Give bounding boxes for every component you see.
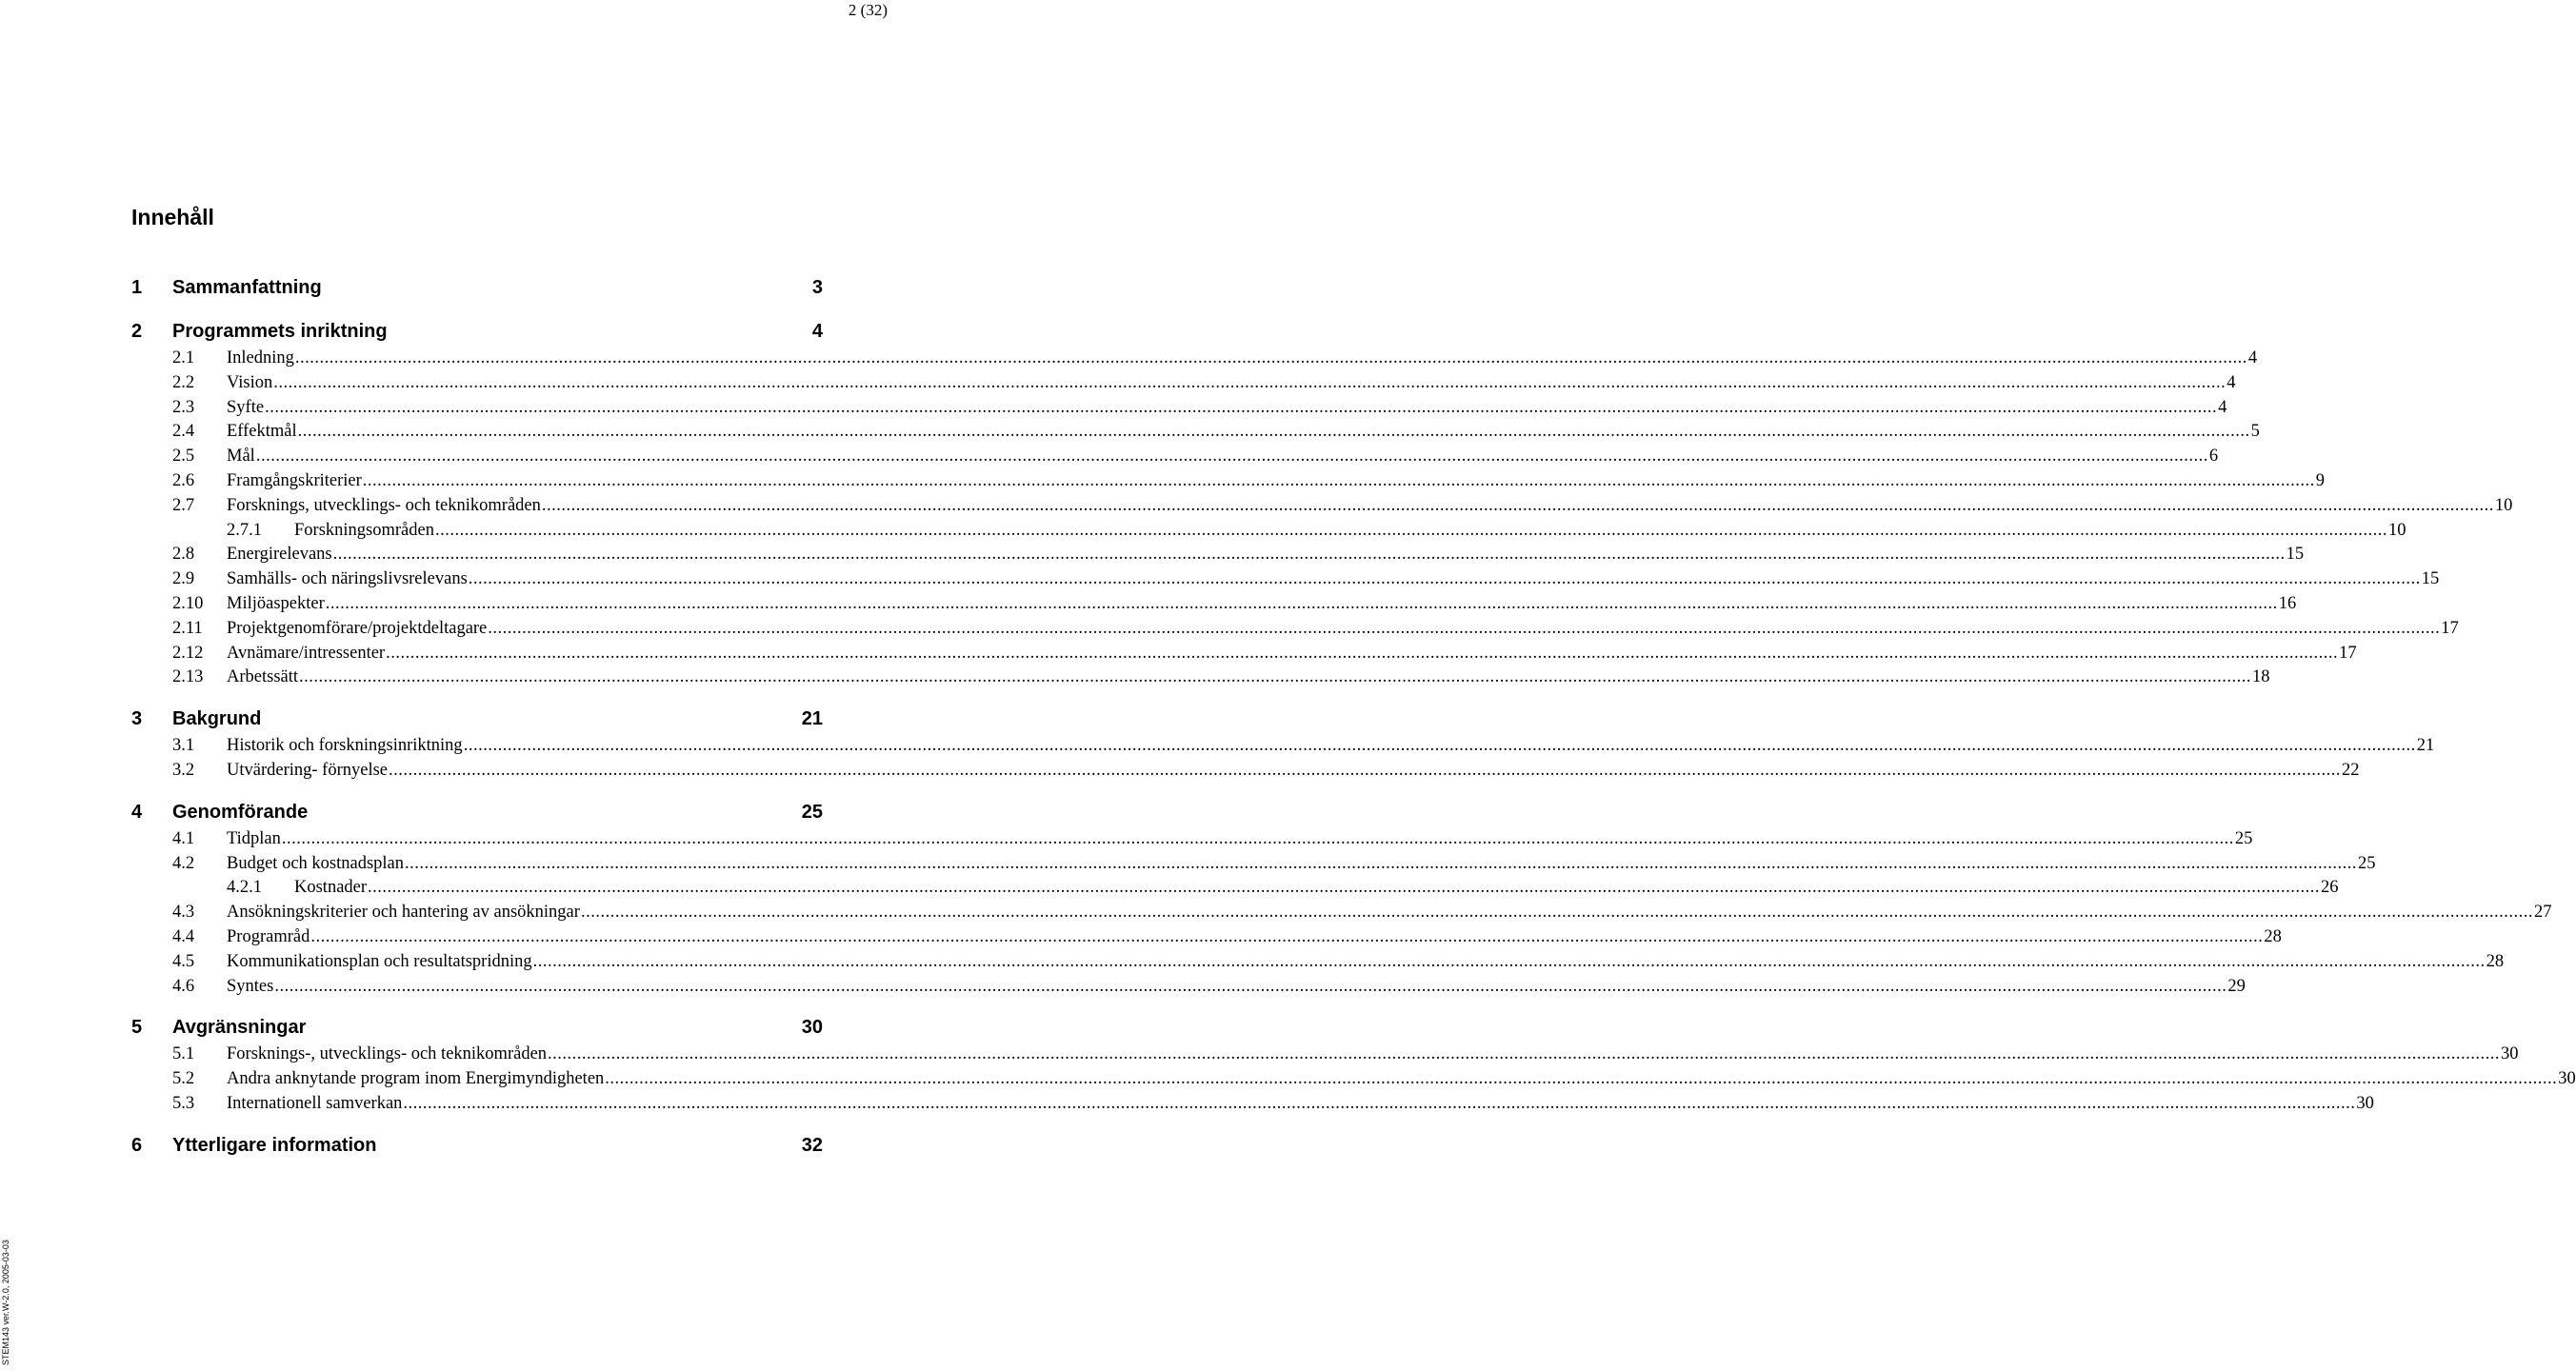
entry-title: Utvärdering- förnyelse <box>227 760 389 780</box>
chapter-page: 3 <box>811 277 823 298</box>
dot-leader: ................................................................................................................................................................................................................................................................................................................................................................................................................ <box>580 903 2533 923</box>
dot-leader: ................................................................................................................................................................................................................................................................................................................................................................................................................ <box>403 1093 2356 1113</box>
entry-title: Kommunikationsplan och resultatspridning <box>227 951 532 971</box>
toc-entry-link[interactable] <box>172 469 2326 494</box>
entry-title: Kostnader <box>294 878 368 898</box>
entry-number: 2.1 <box>172 348 195 368</box>
dot-leader: ................................................................................................................................................................................................................................................................................................................................................................................................................ <box>368 878 2321 898</box>
entry-page: 18 <box>2252 667 2270 687</box>
entry-number: 2.4 <box>172 422 195 442</box>
toc-chapter <box>131 797 2552 1000</box>
entry-number: 2.6 <box>172 470 195 490</box>
entry-title: Inledning <box>227 348 294 368</box>
entry-number: 5.2 <box>172 1069 195 1089</box>
toc-chapter-link[interactable] <box>131 272 823 303</box>
entry-title: Forsknings-, utvecklings- och teknikområden <box>227 1044 548 1064</box>
dot-leader: ................................................................................................................................................................................................................................................................................................................................................................................................................ <box>325 593 2278 613</box>
entry-title: Vision <box>227 372 273 392</box>
entry-title: Avnämare/intressenter <box>227 643 386 663</box>
entry-title: Mål <box>227 447 255 467</box>
dot-leader: ................................................................................................................................................................................................................................................................................................................................................................................................................ <box>265 397 2218 417</box>
entry-title: Forskningsområden <box>294 520 434 540</box>
dot-leader: ................................................................................................................................................................................................................................................................................................................................................................................................................ <box>405 853 2358 873</box>
toc-chapter <box>131 1130 823 1161</box>
dot-leader: ................................................................................................................................................................................................................................................................................................................................................................................................................ <box>297 422 2250 442</box>
chapter-title: Avgränsningar <box>172 1017 307 1039</box>
toc-entry-link[interactable] <box>172 1067 2576 1092</box>
toc-entry-link[interactable] <box>172 925 2282 950</box>
entry-title: Energirelevans <box>227 545 332 565</box>
entry-page: 22 <box>2342 760 2360 780</box>
entry-number: 2.10 <box>172 593 204 613</box>
entry-number: 2.13 <box>172 667 204 687</box>
entry-page: 6 <box>2208 447 2219 467</box>
toc-entry-link[interactable] <box>172 642 2357 666</box>
page-number: 2 (32) <box>848 1 888 19</box>
toc-entry-link[interactable] <box>172 494 2513 519</box>
entry-page: 16 <box>2278 593 2297 613</box>
toc-entry-link[interactable] <box>172 567 2440 592</box>
toc-entry-link[interactable] <box>172 543 2305 567</box>
dot-leader: ................................................................................................................................................................................................................................................................................................................................................................................................................ <box>255 447 2208 467</box>
dot-leader: ................................................................................................................................................................................................................................................................................................................................................................................................................ <box>463 736 2416 756</box>
entry-title: Ansökningskriterier och hantering av ansökningar <box>227 903 580 923</box>
entry-page: 17 <box>2339 643 2357 663</box>
dot-leader: ................................................................................................................................................................................................................................................................................................................................................................................................................ <box>541 495 2494 515</box>
toc-chapter-link[interactable] <box>131 316 823 347</box>
chapter-page: 32 <box>801 1134 823 1156</box>
chapter-page: 4 <box>811 321 823 342</box>
toc-chapter-link[interactable] <box>131 1012 823 1043</box>
dot-leader: ................................................................................................................................................................................................................................................................................................................................................................................................................ <box>310 926 2264 946</box>
entry-number: 2.9 <box>172 569 195 589</box>
chapter-page: 25 <box>801 801 823 823</box>
toc-chapter <box>131 272 823 303</box>
toc-chapter-link[interactable] <box>131 1130 823 1161</box>
entry-page: 21 <box>2416 736 2435 756</box>
entry-page: 27 <box>2533 903 2552 923</box>
entry-number: 4.6 <box>172 976 195 996</box>
toc-entry-link[interactable] <box>172 592 2297 617</box>
dot-leader: ................................................................................................................................................................................................................................................................................................................................................................................................................ <box>532 951 2486 971</box>
entry-page: 17 <box>2441 618 2459 638</box>
chapter-title: Bakgrund <box>172 708 262 730</box>
entry-number: 2.8 <box>172 545 195 565</box>
chapter-title: Sammanfattning <box>172 277 322 298</box>
toc-entry-link[interactable] <box>172 666 2270 690</box>
toc-entry-link[interactable] <box>172 975 2246 1000</box>
toc-entry-link[interactable] <box>172 901 2552 925</box>
chapter-number: 1 <box>131 277 143 298</box>
chapter-number: 6 <box>131 1134 143 1156</box>
entry-page: 28 <box>2486 951 2505 971</box>
toc-title: Innehåll <box>131 205 214 229</box>
toc-chapter <box>131 1012 2576 1116</box>
chapter-page: 21 <box>801 708 823 730</box>
entry-title: Arbetssätt <box>227 667 299 687</box>
entry-number: 2.2 <box>172 372 195 392</box>
entry-page: 10 <box>2494 495 2513 515</box>
entry-title: Syntes <box>227 976 274 996</box>
toc-entry-link[interactable] <box>172 347 2258 371</box>
toc-entry-link[interactable] <box>227 876 2339 901</box>
entry-number: 4.1 <box>172 828 195 848</box>
toc-entry-link[interactable] <box>172 1043 2519 1067</box>
entry-title: Andra anknytande program inom Energimyndigheten <box>227 1069 605 1089</box>
entry-page: 28 <box>2264 926 2282 946</box>
entry-page: 29 <box>2227 976 2246 996</box>
entry-page: 26 <box>2321 878 2339 898</box>
toc-entry-link[interactable] <box>227 519 2406 544</box>
entry-page: 25 <box>2358 853 2376 873</box>
chapter-title: Genomförande <box>172 801 309 823</box>
entry-page: 30 <box>2501 1044 2519 1064</box>
chapter-number: 2 <box>131 321 143 342</box>
toc-chapter-link[interactable] <box>131 704 823 734</box>
dot-leader: ................................................................................................................................................................................................................................................................................................................................................................................................................ <box>548 1044 2501 1064</box>
toc-chapter-link[interactable] <box>131 797 823 827</box>
toc-entry-link[interactable] <box>172 445 2219 469</box>
entry-title: Historik och forskningsinriktning <box>227 736 463 756</box>
toc-entry-link[interactable] <box>172 950 2505 975</box>
entry-number: 4.5 <box>172 951 195 971</box>
entry-number: 4.2 <box>172 853 195 873</box>
entry-title: Miljöaspekter <box>227 593 325 613</box>
toc-entry-link[interactable] <box>172 617 2459 642</box>
entry-title: Internationell samverkan <box>227 1093 403 1113</box>
toc-entry-link[interactable] <box>172 420 2260 445</box>
dot-leader: ................................................................................................................................................................................................................................................................................................................................................................................................................ <box>273 372 2227 392</box>
entry-title: Syfte <box>227 397 265 417</box>
toc-chapter <box>131 704 2435 784</box>
document-version-meta: STEM143 ver.W-2.0, 2005-03-03 <box>1 1240 10 1365</box>
entry-title: Framgångskriterier <box>227 470 362 490</box>
toc-entry-link[interactable] <box>172 371 2236 396</box>
entry-title: Programråd <box>227 926 310 946</box>
entry-page: 25 <box>2234 828 2253 848</box>
dot-leader: ................................................................................................................................................................................................................................................................................................................................................................................................................ <box>389 760 2342 780</box>
dot-leader: ................................................................................................................................................................................................................................................................................................................................................................................................................ <box>362 470 2315 490</box>
dot-leader: ................................................................................................................................................................................................................................................................................................................................................................................................................ <box>488 618 2441 638</box>
chapter-number: 3 <box>131 708 143 730</box>
entry-page: 10 <box>2387 520 2406 540</box>
entry-page: 4 <box>2227 372 2236 392</box>
entry-number: 2.12 <box>172 643 204 663</box>
toc-entry-link[interactable] <box>172 1092 2374 1117</box>
toc-entry-link[interactable] <box>172 759 2360 784</box>
entry-page: 30 <box>2356 1093 2374 1113</box>
chapter-title: Ytterligare information <box>172 1134 377 1156</box>
entry-number: 2.5 <box>172 447 195 467</box>
toc-entry-link[interactable] <box>172 852 2376 877</box>
entry-page: 15 <box>2286 545 2305 565</box>
entry-number: 3.1 <box>172 736 195 756</box>
entry-page: 4 <box>2218 397 2227 417</box>
toc-entry-link[interactable] <box>172 827 2253 852</box>
entry-number: 4.2.1 <box>227 878 262 898</box>
dot-leader: ................................................................................................................................................................................................................................................................................................................................................................................................................ <box>332 545 2286 565</box>
entry-page: 4 <box>2247 348 2258 368</box>
entry-number: 2.7.1 <box>227 520 262 540</box>
toc-entry-link[interactable] <box>172 396 2227 421</box>
dot-leader: ................................................................................................................................................................................................................................................................................................................................................................................................................ <box>605 1069 2558 1089</box>
entry-page: 15 <box>2421 569 2440 589</box>
entry-number: 3.2 <box>172 760 195 780</box>
chapter-number: 5 <box>131 1017 143 1039</box>
entry-number: 5.3 <box>172 1093 195 1113</box>
chapter-number: 4 <box>131 801 143 823</box>
entry-number: 2.3 <box>172 397 195 417</box>
entry-title: Forsknings, utvecklings- och teknikområden <box>227 495 541 515</box>
entry-title: Projektgenomförare/projektdeltagare <box>227 618 488 638</box>
chapter-title: Programmets inriktning <box>172 321 388 342</box>
entry-title: Budget och kostnadsplan <box>227 853 405 873</box>
entry-title: Tidplan <box>227 828 281 848</box>
entry-number: 5.1 <box>172 1044 195 1064</box>
entry-number: 4.4 <box>172 926 195 946</box>
entry-title: Effektmål <box>227 422 297 442</box>
table-of-contents <box>131 272 2576 1174</box>
toc-chapter <box>131 316 2513 690</box>
entry-page: 5 <box>2250 422 2260 442</box>
dot-leader: ................................................................................................................................................................................................................................................................................................................................................................................................................ <box>274 976 2227 996</box>
dot-leader: ................................................................................................................................................................................................................................................................................................................................................................................................................ <box>294 348 2247 368</box>
entry-page: 30 <box>2558 1069 2576 1089</box>
entry-page: 9 <box>2315 470 2326 490</box>
entry-number: 4.3 <box>172 903 195 923</box>
dot-leader: ................................................................................................................................................................................................................................................................................................................................................................................................................ <box>434 520 2387 540</box>
entry-number: 2.7 <box>172 495 195 515</box>
entry-title: Samhälls- och näringslivsrelevans <box>227 569 468 589</box>
dot-leader: ................................................................................................................................................................................................................................................................................................................................................................................................................ <box>468 569 2421 589</box>
dot-leader: ................................................................................................................................................................................................................................................................................................................................................................................................................ <box>281 828 2234 848</box>
chapter-page: 30 <box>801 1017 823 1039</box>
entry-number: 2.11 <box>172 618 203 638</box>
dot-leader: ................................................................................................................................................................................................................................................................................................................................................................................................................ <box>299 667 2252 687</box>
dot-leader: ................................................................................................................................................................................................................................................................................................................................................................................................................ <box>386 643 2339 663</box>
toc-entry-link[interactable] <box>172 734 2435 759</box>
